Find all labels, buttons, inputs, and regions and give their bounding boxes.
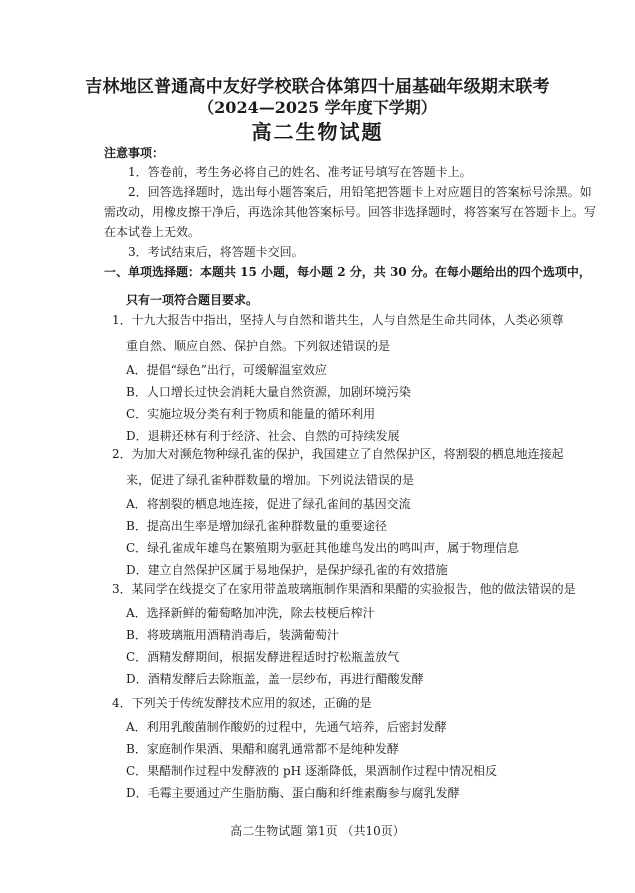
option-c: C．实施垃圾分类有利于物质和能量的循环利用: [126, 407, 376, 421]
question-3: [112, 576, 602, 690]
section-line: 只有一项符合题目要求。: [126, 293, 259, 307]
question-stem: [112, 576, 602, 602]
options: [112, 493, 602, 581]
option-d: D．毛霉主要通过产生脂肪酶、蛋白酶和纤维素酶参与腐乳发酵: [126, 786, 460, 800]
exam-title: 吉林地区普通高中友好学校联合体第四十届基础年级期末联考: [85, 77, 550, 97]
stem-line: 4．下列关于传统发酵技术应用的叙述，正确的是: [112, 696, 372, 710]
question-2: [112, 441, 602, 581]
section-heading: [104, 258, 600, 314]
page-footer: 高二生物试题 第1页 （共10页）: [230, 824, 405, 838]
stem-line: 1．十九大报告中指出，坚持人与自然和谐共生，人与自然是生命共同体，人类必须尊: [112, 313, 564, 327]
option-d: D．退耕还林有利于经济、社会、自然的可持续发展: [126, 429, 400, 443]
stem-line: 3．某同学在线提交了在家用带盖玻璃瓶制作果酒和果醋的实验报告，他的做法错误的是: [112, 582, 576, 596]
question-1: [112, 307, 602, 447]
note-item: 2．回答选择题时，选出每小题答案后，用铅笔把答题卡上对应题目的答案标号涂黑。如需改动，用橡皮擦干净后，再选涂其他答案标号。回答非选择题时，将答案写在答题卡上。写在本试卷上无效。: [104, 185, 597, 239]
option-c: C．酒精发酵期间，根据发酵进程适时拧松瓶盖放气: [126, 650, 400, 664]
stem-line: 重自然、顺应自然、保护自然。下列叙述错误的是: [126, 339, 391, 353]
option-b: B．家庭制作果酒、果醋和腐乳通常都不是纯种发酵: [126, 742, 399, 756]
option-c: C．绿孔雀成年雄鸟在繁殖期为驱赶其他雄鸟发出的鸣叫声，属于物理信息: [126, 541, 520, 555]
option-c: C．果醋制作过程中发酵液的 pH 逐渐降低，果酒制作过程中情况相反: [126, 764, 497, 778]
option-b: B．提高出生率是增加绿孔雀种群数量的重要途径: [126, 519, 387, 533]
option-a: A．将割裂的栖息地连接，促进了绿孔雀间的基因交流: [126, 497, 411, 511]
note-item: 3．考试结束后，将答题卡交回。: [128, 245, 304, 259]
option-d: D．酒精发酵后去除瓶盖，盖一层纱布，再进行醋酸发酵: [126, 672, 424, 686]
notes-heading: 注意事项：: [104, 146, 165, 160]
option-d: D．建立自然保护区属于易地保护，是保护绿孔雀的有效措施: [126, 563, 448, 577]
option-b: B．人口增长过快会消耗大量自然资源，加剧环境污染: [126, 385, 411, 399]
notes-block: [104, 162, 596, 262]
note-item: 1．答卷前，考生务必将自己的姓名、准考证号填写在答题卡上。: [128, 165, 472, 179]
options: [112, 602, 602, 690]
stem-line: 2．为加大对濒危物种绿孔雀的保护，我国建立了自然保护区，将割裂的栖息地连接起: [112, 447, 564, 461]
subject-title: 高二生物试题: [251, 120, 384, 144]
question-stem: [112, 441, 602, 493]
section-line: 一、单项选择题：本题共 15 小题，每小题 2 分，共 30 分。在每小题给出的四个选项中，: [104, 265, 591, 279]
option-a: A．提倡“绿色”出行，可缓解温室效应: [126, 363, 327, 377]
stem-line: 来，促进了绿孔雀种群数量的增加。下列说法错误的是: [126, 473, 415, 487]
option-a: A．利用乳酸菌制作酸奶的过程中，先通气培养，后密封发酵: [126, 720, 447, 734]
options: [112, 716, 602, 804]
options: [112, 359, 602, 447]
question-4: [112, 690, 602, 804]
option-b: B．将玻璃瓶用酒精消毒后，装满葡萄汁: [126, 628, 339, 642]
option-a: A．选择新鲜的葡萄略加冲洗，除去枝梗后榨汁: [126, 606, 375, 620]
question-stem: [112, 307, 602, 359]
school-year: （2024—2025 学年度下学期）: [198, 98, 437, 117]
question-stem: [112, 690, 602, 716]
